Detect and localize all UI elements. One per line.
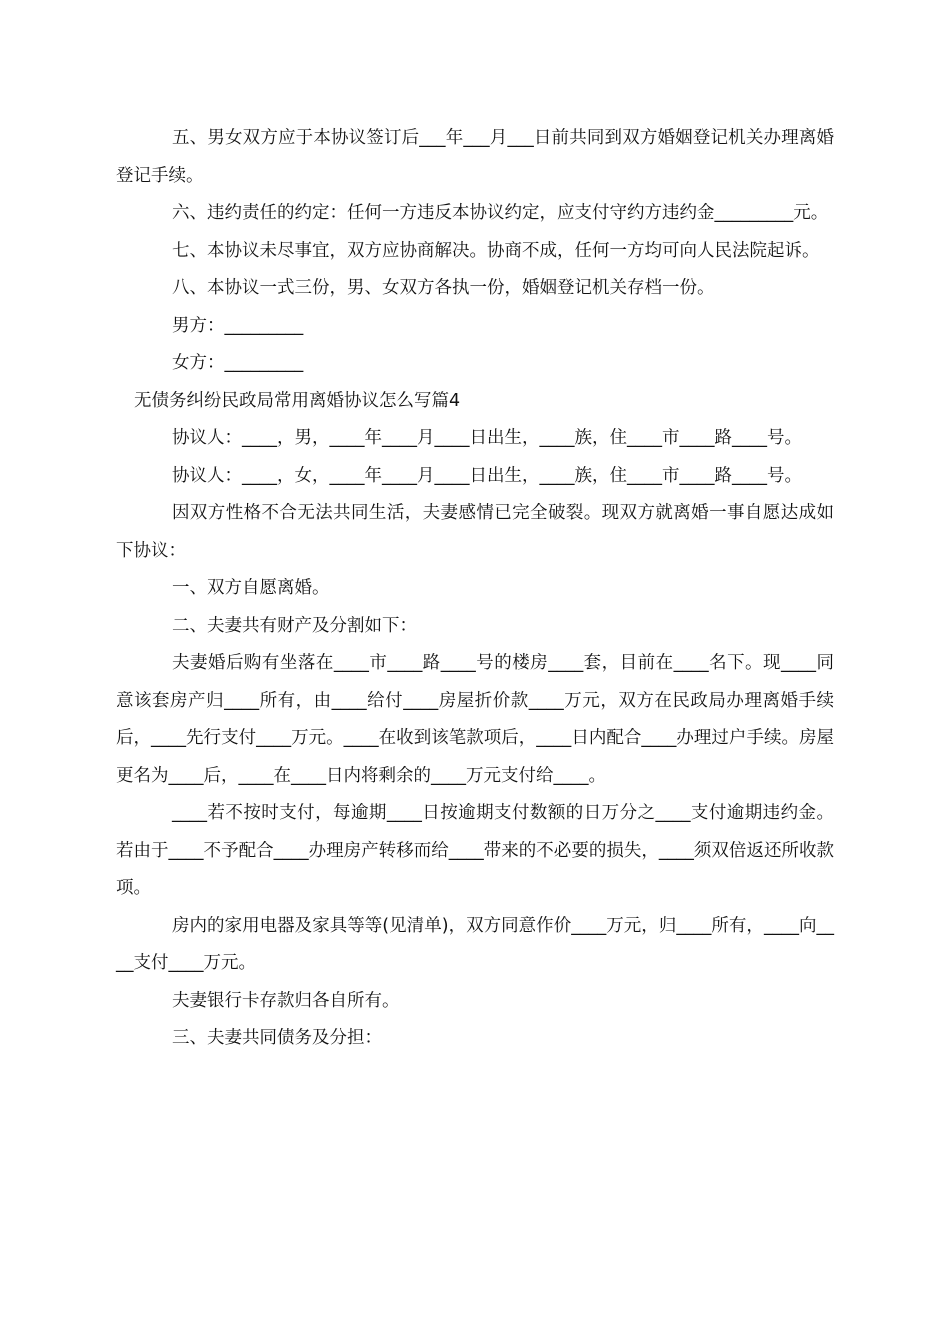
male-signature-line: 男方：_________: [172, 315, 304, 336]
party-1-paragraph: 协议人：____，男，____年____月____日出生，____族，住____市____路____号。: [172, 428, 802, 448]
clause-8-paragraph: 八、本协议一式三份，男、女双方各执一份，婚姻登记机关存档一份。: [172, 278, 715, 298]
section-title: 无债务纠纷民政局常用离婚协议怎么写篇4: [134, 390, 461, 411]
article-1-paragraph: 一、双方自愿离婚。: [172, 578, 330, 598]
clause-7-paragraph: 七、本协议未尽事宜，双方应协商解决。协商不成，任何一方均可向人民法院起诉。: [172, 240, 820, 261]
bank-deposits-paragraph: 夫妻银行卡存款归各自所有。: [172, 990, 400, 1011]
party-2-paragraph: 协议人：____，女，____年____月____日出生，____族，住____市____路____号。: [172, 465, 802, 486]
penalty-paragraph: ____若不按时支付，每逾期____日按逾期支付数额的日万分之____支付逾期违约金。若由于____不予配合____办理房产转移而给____带来的不必要的损失，____须双倍返还所收款项。: [116, 803, 834, 898]
property-house-paragraph: 夫妻婚后购有坐落在____市____路____号的楼房____套，目前在____名下。现____同意该套房产归____所有，由____给付____房屋折价款____万元，双方在民政局办理离婚手续后，____先行支付____万元。____在收到该笔款项后，____日内配合____办理过户手续。房屋更名为____后，____在____日内将剩余的____万元支付给____。: [116, 653, 834, 786]
article-2-paragraph: 二、夫妻共有财产及分割如下：: [172, 615, 417, 636]
clause-6-paragraph: 六、违约责任的约定：任何一方违反本协议约定，应支付守约方违约金_________元。: [172, 203, 829, 223]
appliances-paragraph: 房内的家用电器及家具等等(见清单)，双方同意作价____万元，归____所有，____向____支付____万元。: [116, 915, 834, 973]
clause-5-paragraph: 五、男女双方应于本协议签订后___年___月___日前共同到双方婚姻登记机关办理离婚登记手续。: [116, 128, 834, 186]
document-body: [116, 120, 834, 1058]
female-signature-line: 女方：_________: [172, 353, 304, 373]
article-3-paragraph: 三、夫妻共同债务及分担：: [172, 1028, 382, 1048]
preamble-paragraph: 因双方性格不合无法共同生活，夫妻感情已完全破裂。现双方就离婚一事自愿达成如下协议：: [116, 503, 834, 561]
